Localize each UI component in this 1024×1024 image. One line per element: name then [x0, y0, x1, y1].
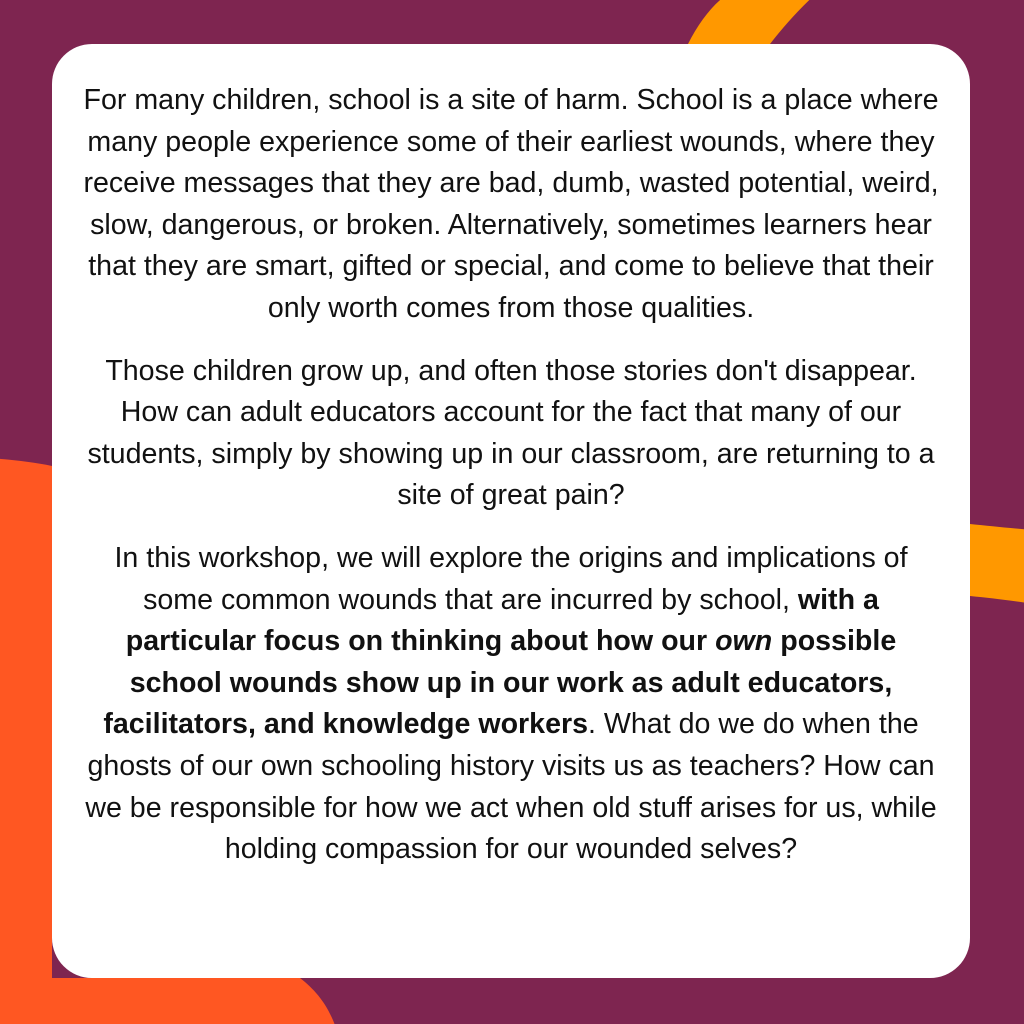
paragraph-2: Those children grow up, and often those stories don't disappear. How can adult educators account for the fact that many of our students, simply by showing up in our classroom, are returning to a site of great pain? [87, 354, 935, 512]
emphasis-italic-own: own [715, 625, 773, 658]
amber-band-right [970, 524, 1024, 604]
amber-arc-top [688, 0, 820, 44]
emphasis-text-end: possible school wounds show up in our work as adult educators, facilitators, and knowledge workers [103, 625, 897, 741]
paragraph-1: For many children, school is a site of harm. School is a place where many people experience some of their earliest wounds, where they receive messages that they are bad, dumb, wasted potential, weird, slow, dangerous, or broken. Alternatively, sometimes learners hear that they are smart, gifted or special, and come to believe that their only worth comes from those qualities. [83, 84, 939, 324]
text-card [52, 44, 970, 978]
emphasis-text-start: with a particular focus on thinking about how our [125, 583, 879, 658]
paragraph-3-intro: In this workshop, we will explore the origins and implications of some common wounds that are incurred by school, [114, 541, 908, 616]
paragraph-3 [78, 538, 944, 871]
paragraph-3-rest: . What do we do when the ghosts of our own schooling history visits us as teachers? How can we be responsible for how we act when old stuff arises for us, while holding compassion for our wounded selves? [85, 708, 937, 866]
